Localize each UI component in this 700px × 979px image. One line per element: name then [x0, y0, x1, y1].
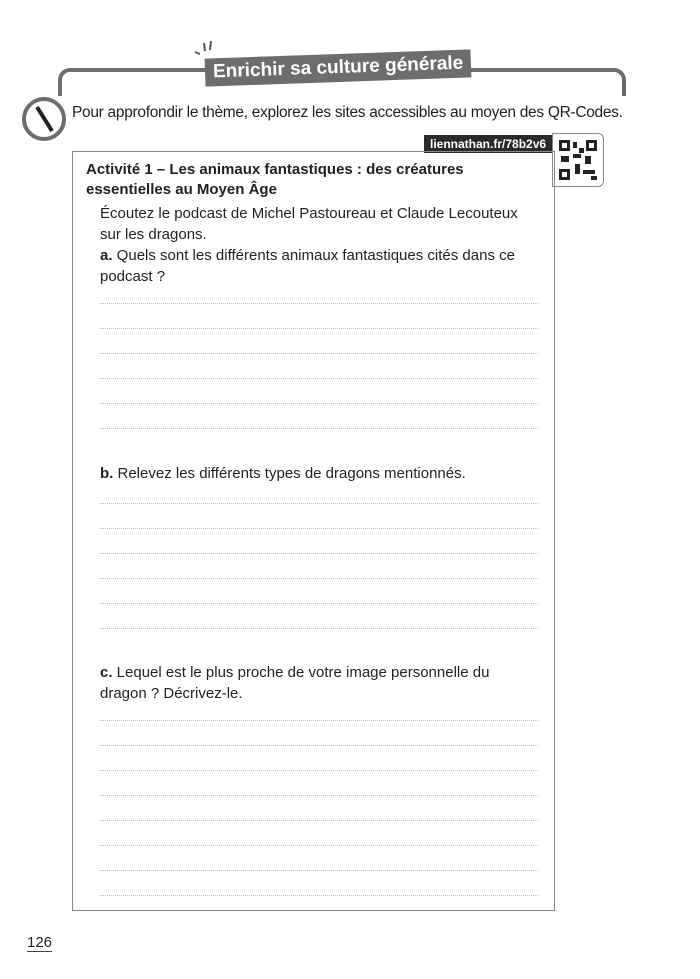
sparks-icon — [192, 40, 216, 56]
answer-line[interactable] — [100, 303, 538, 304]
answer-line[interactable] — [100, 428, 538, 429]
answer-line[interactable] — [100, 603, 538, 604]
resource-link[interactable]: liennathan.fr/78b2v6 — [424, 135, 552, 153]
answer-line[interactable] — [100, 353, 538, 354]
answer-line[interactable] — [100, 578, 538, 579]
answer-line[interactable] — [100, 503, 538, 504]
answer-line[interactable] — [100, 820, 538, 821]
answer-line[interactable] — [100, 720, 538, 721]
question-text: Lequel est le plus proche de votre image personnelle du dragon ? Décrivez-le. — [100, 664, 490, 702]
answer-line[interactable] — [100, 553, 538, 554]
intro-text: Pour approfondir le thème, explorez les sites accessibles au moyen des QR-Codes. — [72, 104, 623, 121]
question-letter: a. — [100, 247, 113, 264]
qr-code[interactable] — [552, 133, 604, 187]
answer-line[interactable] — [100, 403, 538, 404]
answer-line[interactable] — [100, 628, 538, 629]
question-letter: b. — [100, 465, 114, 482]
qr-code-icon — [553, 134, 603, 186]
page-number: 126 — [27, 934, 53, 951]
answer-line[interactable] — [100, 745, 538, 746]
answer-line[interactable] — [100, 845, 538, 846]
answer-line[interactable] — [100, 870, 538, 871]
section-banner: Enrichir sa culture générale — [205, 49, 472, 86]
answer-line[interactable] — [100, 378, 538, 379]
question-c — [100, 662, 530, 704]
activity-title: Activité 1 – Les animaux fantastiques : des créatures essentielles au Moyen Âge — [86, 161, 464, 198]
answer-line[interactable] — [100, 770, 538, 771]
question-a — [100, 245, 530, 287]
answer-line[interactable] — [100, 895, 538, 896]
question-text: Relevez les différents types de dragons mentionnés. — [113, 465, 466, 482]
answer-line[interactable] — [100, 328, 538, 329]
question-letter: c. — [100, 664, 113, 681]
question-text: Quels sont les différents animaux fantastiques cités dans ce podcast ? — [100, 247, 515, 285]
answer-line[interactable] — [100, 528, 538, 529]
question-b — [100, 463, 530, 484]
answer-line[interactable] — [100, 795, 538, 796]
activity-instruction: Écoutez le podcast de Michel Pastoureau et Claude Lecouteux sur les dragons. — [100, 205, 518, 243]
pen-icon — [22, 97, 66, 141]
